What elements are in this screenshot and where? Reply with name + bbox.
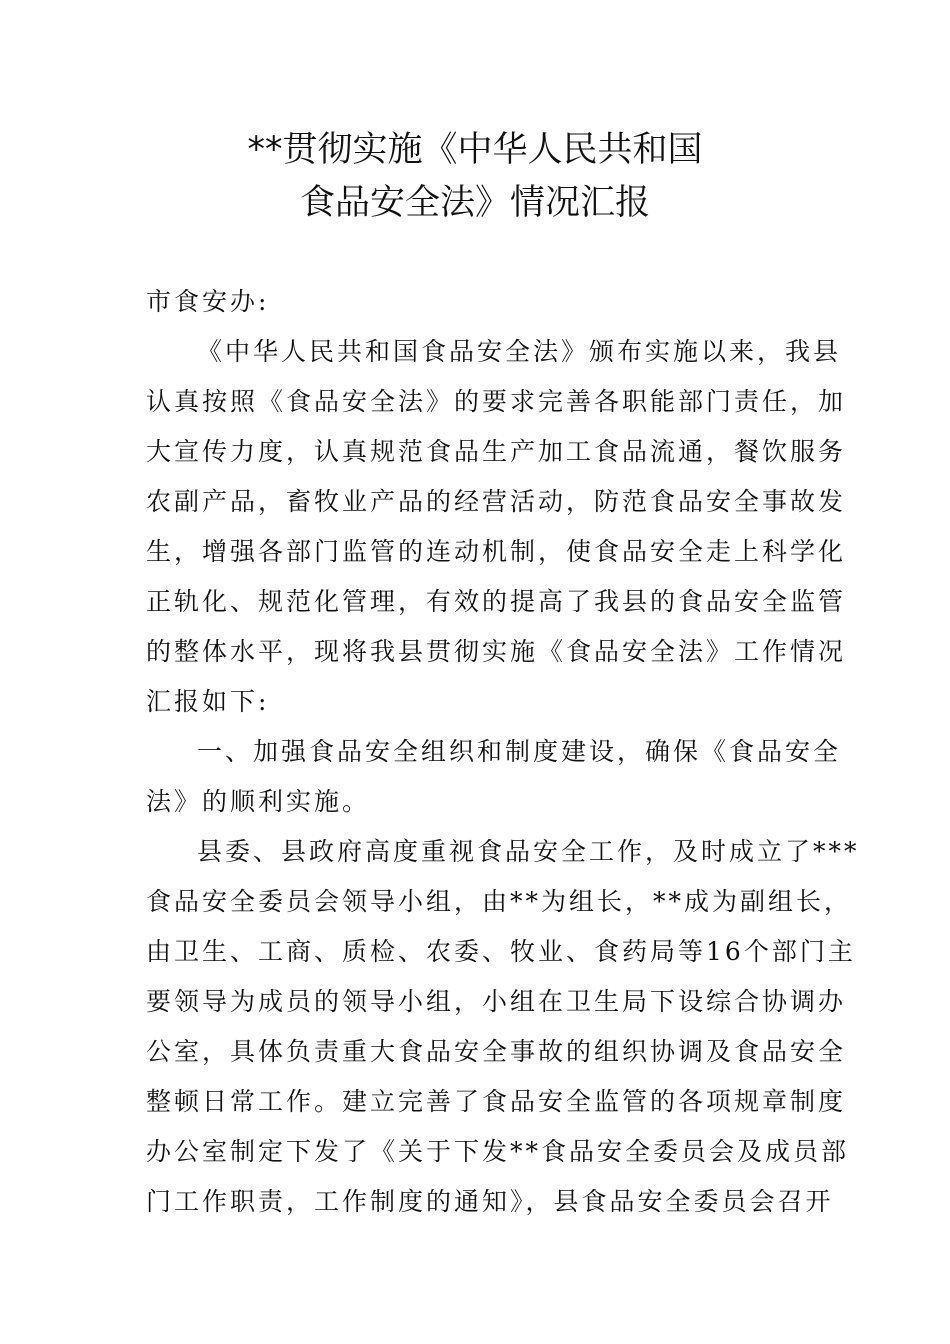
paragraph-line: 门工作职责，工作制度的通知》，县食品安全委员会召开 bbox=[146, 1187, 834, 1216]
paragraph-line: 认真按照《食品安全法》的要求完善各职能部门责任，加 bbox=[146, 387, 847, 416]
paragraph-line: 汇报如下: bbox=[146, 687, 270, 716]
paragraph-line: 大宣传力度，认真规范食品生产加工食品流通，餐饮服务 bbox=[146, 437, 847, 466]
paragraph-line: 要领导为成员的领导小组，小组在卫生局下设综合协调办 bbox=[146, 987, 847, 1016]
section-heading-line: 一、加强食品安全组织和制度建设，确保《食品安全 bbox=[197, 737, 842, 766]
document-title-line-2: 食品安全法》情况汇报 bbox=[299, 183, 650, 223]
paragraph-line: 由卫生、工商、质检、农委、牧业、食药局等16个部门主 bbox=[146, 937, 856, 966]
paragraph-line: 办公室制定下发了《关于下发**食品安全委员会及成员部 bbox=[146, 1137, 850, 1166]
paragraph-line: 整顿日常工作。建立完善了食品安全监管的各项规章制度 bbox=[146, 1087, 847, 1116]
paragraph-line: 正轨化、规范化管理，有效的提高了我县的食品安全监管 bbox=[146, 587, 847, 616]
section-heading-line: 法》的顺利实施。 bbox=[146, 787, 371, 816]
paragraph-line: 的整体水平，现将我县贯彻实施《食品安全法》工作情况 bbox=[146, 637, 847, 666]
paragraph-line: 县委、县政府高度重视食品安全工作，及时成立了*** bbox=[197, 837, 860, 866]
salutation: 市食安办: bbox=[146, 287, 270, 316]
document-title-line-1: **贯彻实施《中华人民共和国 bbox=[247, 130, 703, 170]
paragraph-line: 公室，具体负责重大食品安全事故的组织协调及食品安全 bbox=[146, 1037, 847, 1066]
paragraph-line: 生，增强各部门监管的连动机制，使食品安全走上科学化 bbox=[146, 537, 847, 566]
paragraph-line: 农副产品，畜牧业产品的经营活动，防范食品安全事故发 bbox=[146, 487, 847, 516]
paragraph-line: 食品安全委员会领导小组，由**为组长，**成为副组长， bbox=[146, 887, 853, 916]
paragraph-line: 《中华人民共和国食品安全法》颁布实施以来，我县 bbox=[197, 337, 842, 366]
